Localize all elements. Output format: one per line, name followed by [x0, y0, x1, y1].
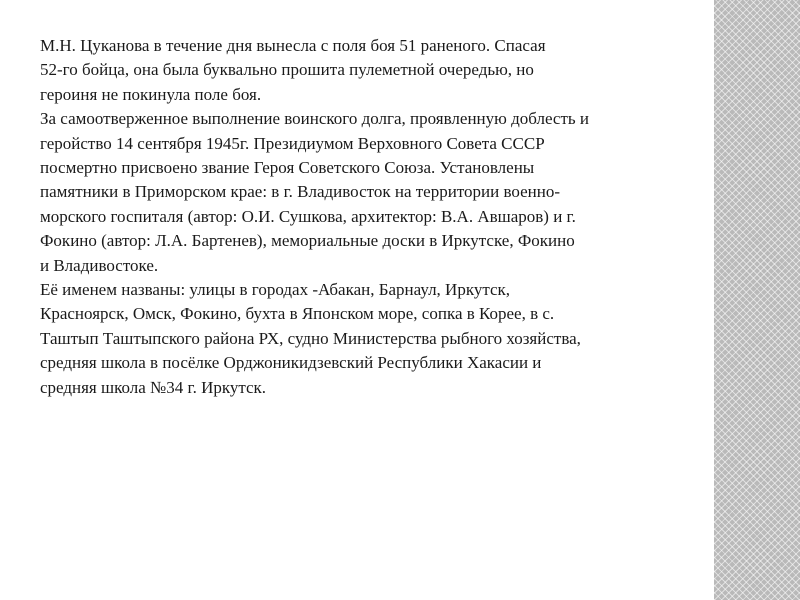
decorative-side-strip — [714, 0, 800, 600]
text-line: Фокино (автор: Л.А. Бартенев), мемориальные доски в Иркутске, Фокино — [40, 231, 575, 251]
text-line: За самоотверженное выполнение воинского долга, проявленную доблесть и — [40, 109, 589, 129]
text-line: М.Н. Цуканова в течение дня вынесла с поля боя 51 раненого. Спасая — [40, 36, 546, 55]
text-line: 52-го бойца, она была буквально прошита пулеметной очередью, но — [40, 60, 534, 80]
text-line: Красноярск, Омск, Фокино, бухта в Японском море, сопка в Корее, в с. — [40, 304, 555, 324]
paragraph-award — [40, 107, 708, 278]
text-line: Таштып Таштыпского района РХ, судно Министерства рыбного хозяйства, — [40, 328, 581, 348]
text-line: героиня не покинула поле боя. — [40, 84, 262, 104]
text-line: посмертно присвоено звание Героя Советского Союза. Установлены — [40, 158, 535, 178]
paragraph-feat — [40, 34, 708, 107]
body-text — [40, 34, 708, 400]
text-line: средняя школа №34 г. Иркутск. — [40, 377, 267, 397]
text-line: Её именем названы: улицы в городах -Абакан, Барнаул, Иркутск, — [40, 280, 511, 300]
text-line: и Владивостоке. — [40, 255, 159, 275]
paragraph-named-after — [40, 278, 708, 400]
text-line: средняя школа в посёлке Орджоникидзевский Республики Хакасии и — [40, 353, 542, 373]
text-line: памятники в Приморском крае: в г. Владивосток на территории военно- — [40, 182, 560, 202]
text-line: морского госпиталя (автор: О.И. Сушкова, архитектор: В.А. Авшаров) и г. — [40, 206, 576, 226]
text-line: геройство 14 сентября 1945г. Президиумом Верховного Совета СССР — [40, 133, 545, 153]
